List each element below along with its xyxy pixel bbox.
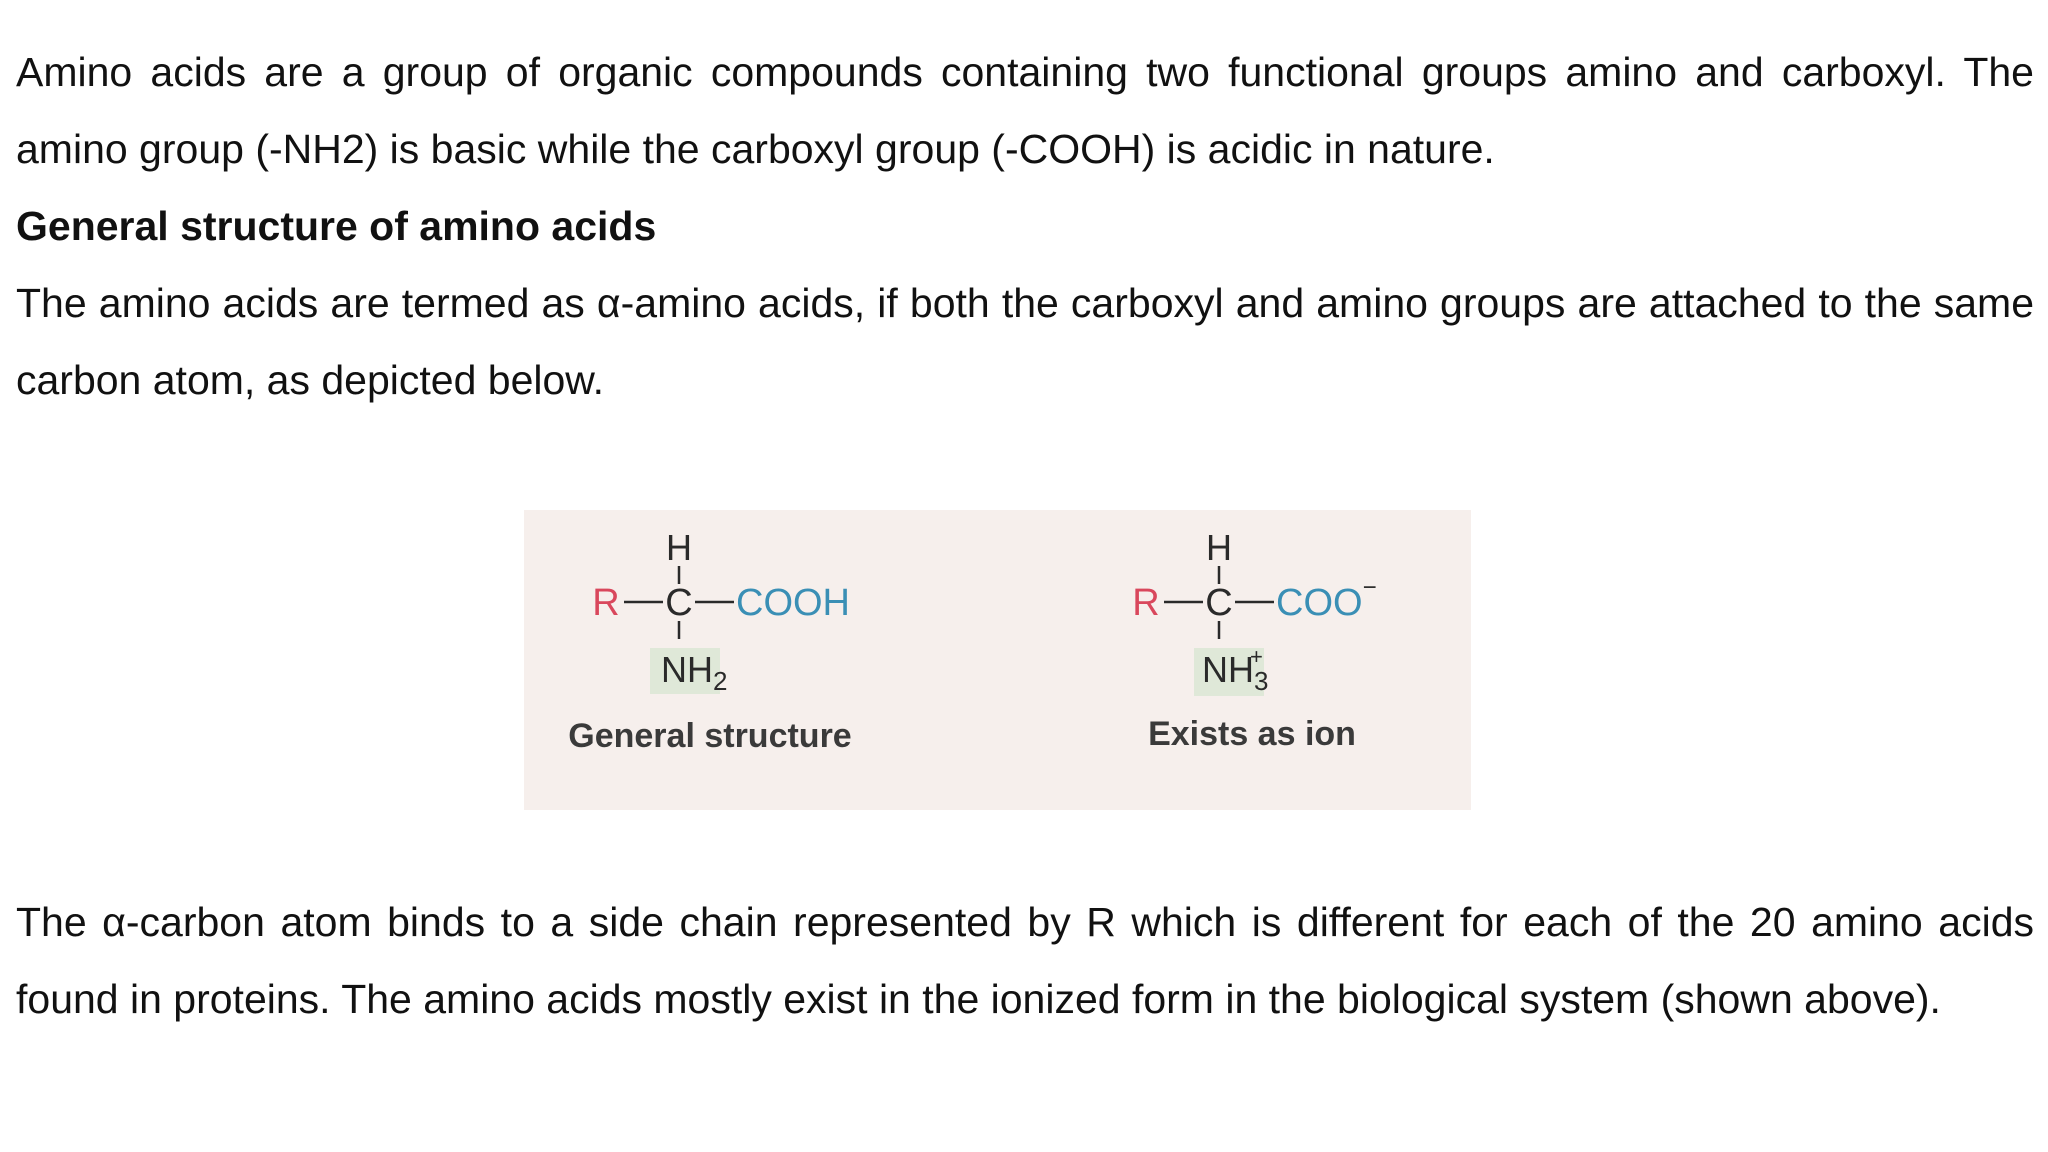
structure-diagram — [524, 510, 1471, 810]
right-ammonium-charge: + — [1250, 644, 1263, 669]
right-caption: Exists as ion — [1148, 715, 1356, 753]
left-amino-group: $NH_2$ — [661, 649, 728, 696]
general-structure — [568, 527, 851, 755]
ionized-structure — [1132, 527, 1376, 753]
amino-acid-structure-figure — [524, 510, 1471, 810]
left-c-atom: C — [665, 582, 693, 624]
left-carboxyl-group: COOH — [736, 582, 850, 624]
left-r-group: R — [592, 582, 620, 624]
alpha-amino-paragraph: The amino acids are termed as α-amino acids, if both the carboxyl and amino groups are attached to the same carbon atom, as depicted below. — [16, 280, 2034, 403]
intro-paragraph: Amino acids are a group of organic compounds containing two functional groups amino and carboxyl. The amino group (-NH2) is basic while the carboxyl group (-COOH) is acidic in nature. — [16, 49, 2034, 172]
right-c-atom: C — [1205, 582, 1233, 624]
right-r-group: R — [1132, 582, 1160, 624]
right-carboxylate-group: COO− — [1276, 574, 1377, 624]
left-caption: General structure — [568, 717, 852, 755]
alpha-carbon-paragraph: The α-carbon atom binds to a side chain represented by R which is different for each of the 20 amino acids found in proteins. The amino acids mostly exist in the ionized form in the biological system (shown above). — [16, 899, 2034, 1022]
right-ammonium-group: $NH_3$ — [1202, 649, 1269, 696]
section-heading: General structure of amino acids — [16, 203, 657, 249]
left-h-atom: H — [666, 527, 692, 568]
right-h-atom: H — [1206, 527, 1232, 568]
